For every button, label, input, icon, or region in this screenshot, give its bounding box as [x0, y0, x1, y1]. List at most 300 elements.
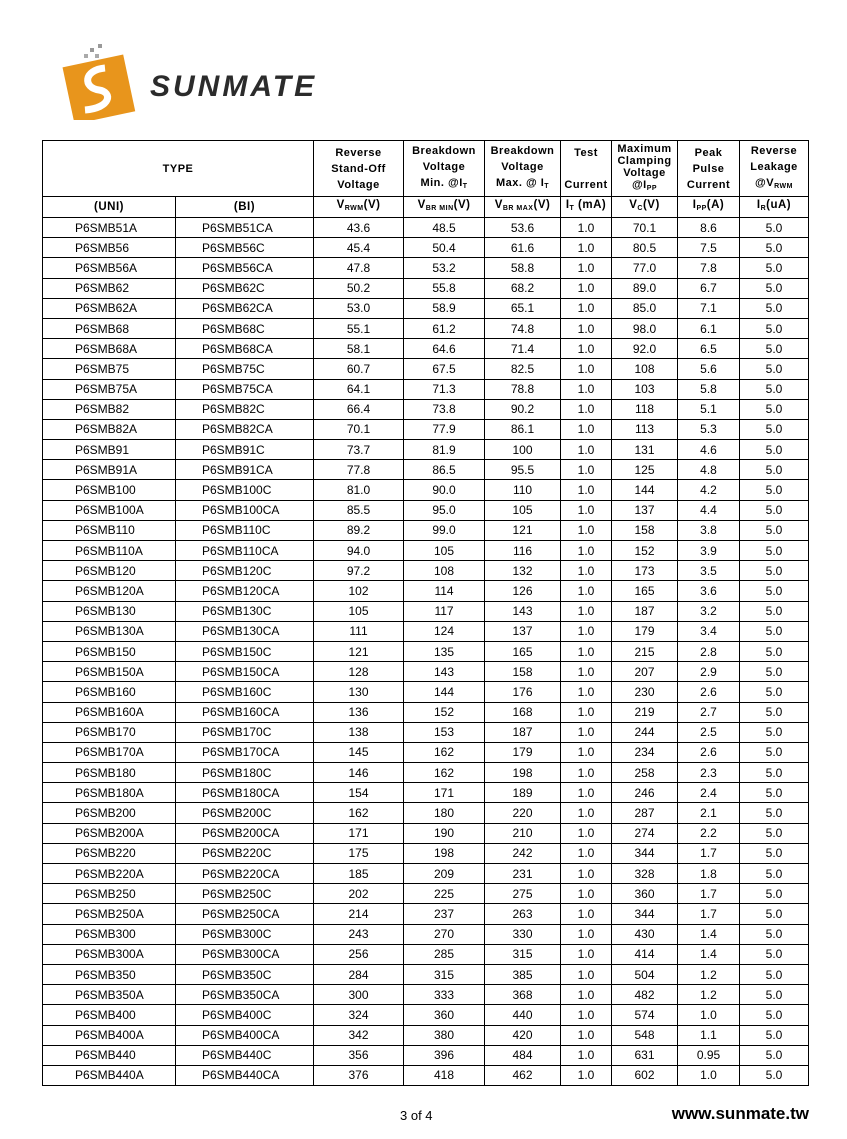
table-cell: 219	[612, 702, 678, 722]
table-cell: 77.9	[404, 419, 485, 439]
table-cell: 214	[314, 904, 404, 924]
table-cell: 85.5	[314, 500, 404, 520]
table-cell: 315	[404, 964, 485, 984]
table-cell: 360	[404, 1005, 485, 1025]
table-cell: 179	[485, 742, 561, 762]
table-cell: P6SMB400CA	[176, 1025, 314, 1045]
table-cell: 5.0	[740, 1045, 809, 1065]
table-cell: 165	[612, 581, 678, 601]
table-cell: P6SMB300C	[176, 924, 314, 944]
table-cell: 74.8	[485, 318, 561, 338]
table-row	[43, 258, 809, 278]
vrwm-unit: $V_{RWM}(V)$	[314, 197, 404, 218]
table-cell: 631	[612, 1045, 678, 1065]
table-cell: 1.0	[561, 843, 612, 863]
table-cell: 66.4	[314, 399, 404, 419]
table-cell: 368	[485, 985, 561, 1005]
table-row	[43, 783, 809, 803]
table-cell: 53.0	[314, 298, 404, 318]
table-cell: P6SMB180C	[176, 763, 314, 783]
table-cell: 81.9	[404, 440, 485, 460]
vbrmax-unit: $V_{BR MAX}(V)$	[485, 197, 561, 218]
table-row	[43, 742, 809, 762]
vc-unit: $V_C(V)$	[612, 197, 678, 218]
table-cell: 70.1	[612, 218, 678, 238]
table-cell: 58.9	[404, 298, 485, 318]
table-cell: 5.0	[740, 298, 809, 318]
table-cell: 50.4	[404, 238, 485, 258]
table-cell: P6SMB62	[43, 278, 176, 298]
table-cell: 1.4	[678, 944, 740, 964]
table-cell: P6SMB220CA	[176, 864, 314, 884]
table-cell: P6SMB170CA	[176, 742, 314, 762]
table-cell: P6SMB75CA	[176, 379, 314, 399]
table-cell: 64.1	[314, 379, 404, 399]
table-cell: 1.0	[561, 1005, 612, 1025]
table-cell: 2.4	[678, 783, 740, 803]
table-cell: P6SMB220C	[176, 843, 314, 863]
table-cell: 5.0	[740, 884, 809, 904]
table-cell: P6SMB220	[43, 843, 176, 863]
table-cell: P6SMB100CA	[176, 500, 314, 520]
table-cell: 5.0	[740, 682, 809, 702]
vbrmin-unit: $V_{BR MIN}(V)$	[404, 197, 485, 218]
table-cell: P6SMB440A	[43, 1065, 176, 1085]
table-cell: 60.7	[314, 359, 404, 379]
table-cell: 135	[404, 641, 485, 661]
table-cell: 220	[485, 803, 561, 823]
table-cell: P6SMB350CA	[176, 985, 314, 1005]
table-cell: 105	[314, 601, 404, 621]
table-cell: 121	[314, 641, 404, 661]
table-cell: 162	[314, 803, 404, 823]
table-cell: 67.5	[404, 359, 485, 379]
table-row	[43, 682, 809, 702]
table-cell: 86.1	[485, 419, 561, 439]
table-cell: P6SMB300	[43, 924, 176, 944]
table-cell: P6SMB56A	[43, 258, 176, 278]
table-cell: 5.0	[740, 480, 809, 500]
table-cell: 1.0	[561, 702, 612, 722]
table-cell: P6SMB170C	[176, 722, 314, 742]
table-cell: P6SMB350C	[176, 964, 314, 984]
table-cell: 6.5	[678, 339, 740, 359]
table-cell: 86.5	[404, 460, 485, 480]
bi-header: (BI)	[176, 197, 314, 218]
sunmate-logo	[55, 40, 335, 120]
table-cell: 95.0	[404, 500, 485, 520]
breakdown-min-header: Breakdown Voltage Min. $@I_T$	[404, 141, 485, 197]
table-cell: 5.0	[740, 843, 809, 863]
table-cell: P6SMB56C	[176, 238, 314, 258]
table-cell: 225	[404, 884, 485, 904]
table-cell: 342	[314, 1025, 404, 1045]
table-cell: 77.0	[612, 258, 678, 278]
table-cell: P6SMB200	[43, 803, 176, 823]
table-row	[43, 1065, 809, 1085]
table-cell: 55.1	[314, 318, 404, 338]
specifications-table	[42, 140, 809, 1086]
table-cell: 7.1	[678, 298, 740, 318]
table-row	[43, 440, 809, 460]
table-cell: 5.0	[740, 964, 809, 984]
table-cell: 1.0	[561, 318, 612, 338]
table-cell: 111	[314, 621, 404, 641]
table-row	[43, 218, 809, 238]
it-unit: $I_T$ (mA)	[561, 197, 612, 218]
table-cell: 64.6	[404, 339, 485, 359]
table-cell: 396	[404, 1045, 485, 1065]
table-cell: P6SMB130CA	[176, 621, 314, 641]
table-cell: 95.5	[485, 460, 561, 480]
table-cell: 330	[485, 924, 561, 944]
table-cell: 108	[404, 561, 485, 581]
table-cell: 185	[314, 864, 404, 884]
table-cell: 548	[612, 1025, 678, 1045]
table-row	[43, 843, 809, 863]
table-cell: 89.2	[314, 520, 404, 540]
table-row	[43, 1005, 809, 1025]
table-cell: 152	[404, 702, 485, 722]
table-cell: P6SMB68A	[43, 339, 176, 359]
table-row	[43, 278, 809, 298]
table-cell: 5.0	[740, 601, 809, 621]
table-cell: 187	[612, 601, 678, 621]
table-cell: 243	[314, 924, 404, 944]
table-cell: 380	[404, 1025, 485, 1045]
table-cell: P6SMB51CA	[176, 218, 314, 238]
table-cell: 1.1	[678, 1025, 740, 1045]
table-cell: 130	[314, 682, 404, 702]
table-cell: 5.0	[740, 803, 809, 823]
table-cell: 2.8	[678, 641, 740, 661]
table-cell: 230	[612, 682, 678, 702]
table-cell: P6SMB400C	[176, 1005, 314, 1025]
table-cell: 4.8	[678, 460, 740, 480]
table-cell: 102	[314, 581, 404, 601]
table-cell: 114	[404, 581, 485, 601]
table-cell: 5.0	[740, 985, 809, 1005]
table-cell: 1.0	[561, 520, 612, 540]
table-cell: 6.7	[678, 278, 740, 298]
table-cell: 484	[485, 1045, 561, 1065]
table-cell: 65.1	[485, 298, 561, 318]
table-cell: 5.0	[740, 823, 809, 843]
table-cell: 158	[485, 662, 561, 682]
table-cell: 2.3	[678, 763, 740, 783]
table-cell: P6SMB160C	[176, 682, 314, 702]
table-cell: 5.0	[740, 1005, 809, 1025]
table-cell: 118	[612, 399, 678, 419]
table-cell: P6SMB180CA	[176, 783, 314, 803]
table-cell: 5.0	[740, 864, 809, 884]
table-row	[43, 379, 809, 399]
table-cell: 80.5	[612, 238, 678, 258]
table-cell: 5.0	[740, 238, 809, 258]
table-cell: 105	[404, 541, 485, 561]
table-cell: 162	[404, 763, 485, 783]
table-cell: 5.0	[740, 783, 809, 803]
table-cell: 5.0	[740, 742, 809, 762]
table-row	[43, 722, 809, 742]
table-cell: 55.8	[404, 278, 485, 298]
table-cell: 50.2	[314, 278, 404, 298]
table-cell: 246	[612, 783, 678, 803]
table-cell: P6SMB160CA	[176, 702, 314, 722]
table-row	[43, 359, 809, 379]
table-cell: P6SMB100A	[43, 500, 176, 520]
table-cell: 5.0	[740, 1065, 809, 1085]
table-cell: P6SMB75A	[43, 379, 176, 399]
table-cell: P6SMB120C	[176, 561, 314, 581]
table-cell: 162	[404, 742, 485, 762]
table-cell: P6SMB250CA	[176, 904, 314, 924]
table-cell: 73.8	[404, 399, 485, 419]
reverse-leakage-header: Reverse Leakage $@V_{RWM}$	[740, 141, 809, 197]
table-row	[43, 318, 809, 338]
table-cell: 5.0	[740, 379, 809, 399]
table-cell: 47.8	[314, 258, 404, 278]
table-cell: 158	[612, 520, 678, 540]
table-cell: P6SMB62C	[176, 278, 314, 298]
table-cell: 108	[612, 359, 678, 379]
table-cell: 418	[404, 1065, 485, 1085]
table-cell: 237	[404, 904, 485, 924]
table-cell: P6SMB68	[43, 318, 176, 338]
table-cell: 94.0	[314, 541, 404, 561]
table-row	[43, 823, 809, 843]
table-cell: 43.6	[314, 218, 404, 238]
table-cell: P6SMB150CA	[176, 662, 314, 682]
table-cell: 58.1	[314, 339, 404, 359]
table-cell: 242	[485, 843, 561, 863]
table-cell: 81.0	[314, 480, 404, 500]
table-cell: 71.3	[404, 379, 485, 399]
table-cell: 4.2	[678, 480, 740, 500]
table-cell: 263	[485, 904, 561, 924]
table-cell: 165	[485, 641, 561, 661]
table-cell: P6SMB160	[43, 682, 176, 702]
table-cell: 137	[485, 621, 561, 641]
table-row	[43, 561, 809, 581]
table-cell: 5.0	[740, 541, 809, 561]
table-row	[43, 964, 809, 984]
table-cell: 1.7	[678, 843, 740, 863]
table-cell: 5.8	[678, 379, 740, 399]
table-cell: 171	[314, 823, 404, 843]
table-cell: 126	[485, 581, 561, 601]
table-cell: 89.0	[612, 278, 678, 298]
table-row	[43, 924, 809, 944]
table-cell: 462	[485, 1065, 561, 1085]
table-cell: 209	[404, 864, 485, 884]
table-cell: 5.0	[740, 581, 809, 601]
table-row	[43, 763, 809, 783]
table-cell: 45.4	[314, 238, 404, 258]
table-cell: 1.0	[561, 722, 612, 742]
table-cell: 1.0	[561, 884, 612, 904]
table-cell: 1.0	[561, 460, 612, 480]
table-row	[43, 985, 809, 1005]
table-cell: 136	[314, 702, 404, 722]
table-cell: 176	[485, 682, 561, 702]
table-cell: 175	[314, 843, 404, 863]
table-row	[43, 601, 809, 621]
table-cell: 1.0	[678, 1065, 740, 1085]
table-cell: 1.0	[561, 944, 612, 964]
table-cell: 3.2	[678, 601, 740, 621]
table-cell: 2.2	[678, 823, 740, 843]
table-cell: 360	[612, 884, 678, 904]
table-cell: P6SMB200C	[176, 803, 314, 823]
table-cell: 58.8	[485, 258, 561, 278]
table-cell: 1.0	[561, 682, 612, 702]
table-cell: 8.6	[678, 218, 740, 238]
table-cell: 145	[314, 742, 404, 762]
table-row	[43, 1025, 809, 1045]
table-cell: 5.6	[678, 359, 740, 379]
table-cell: P6SMB150C	[176, 641, 314, 661]
table-row	[43, 298, 809, 318]
table-cell: 110	[485, 480, 561, 500]
table-cell: P6SMB100	[43, 480, 176, 500]
table-cell: 154	[314, 783, 404, 803]
table-row	[43, 399, 809, 419]
clamping-voltage-header: Maximum Clamping Voltage $@I_{PP}$	[612, 141, 678, 197]
table-cell: 82.5	[485, 359, 561, 379]
table-cell: 1.0	[561, 985, 612, 1005]
table-cell: 3.8	[678, 520, 740, 540]
table-cell: 1.0	[561, 500, 612, 520]
table-cell: P6SMB56	[43, 238, 176, 258]
table-cell: P6SMB250	[43, 884, 176, 904]
table-cell: 244	[612, 722, 678, 742]
ir-unit: $I_R(uA)$	[740, 197, 809, 218]
table-cell: 143	[485, 601, 561, 621]
table-cell: 125	[612, 460, 678, 480]
table-cell: 1.0	[561, 359, 612, 379]
table-cell: 146	[314, 763, 404, 783]
table-cell: 1.2	[678, 964, 740, 984]
table-cell: P6SMB180A	[43, 783, 176, 803]
table-cell: P6SMB220A	[43, 864, 176, 884]
table-cell: 124	[404, 621, 485, 641]
table-cell: 5.0	[740, 278, 809, 298]
table-cell: 2.6	[678, 682, 740, 702]
table-cell: 414	[612, 944, 678, 964]
table-cell: 168	[485, 702, 561, 722]
table-cell: 105	[485, 500, 561, 520]
table-cell: P6SMB91C	[176, 440, 314, 460]
table-cell: P6SMB350A	[43, 985, 176, 1005]
table-cell: P6SMB250C	[176, 884, 314, 904]
table-cell: 1.4	[678, 924, 740, 944]
table-cell: 385	[485, 964, 561, 984]
table-cell: 1.0	[561, 964, 612, 984]
table-cell: 73.7	[314, 440, 404, 460]
table-cell: 1.0	[561, 783, 612, 803]
table-cell: 198	[404, 843, 485, 863]
table-cell: 173	[612, 561, 678, 581]
table-cell: P6SMB100C	[176, 480, 314, 500]
table-row	[43, 884, 809, 904]
table-cell: 1.7	[678, 884, 740, 904]
breakdown-max-header: Breakdown Voltage Max. @ $I_T$	[485, 141, 561, 197]
reverse-standoff-header: Reverse Stand-Off Voltage	[314, 141, 404, 197]
table-cell: 78.8	[485, 379, 561, 399]
table-cell: 97.2	[314, 561, 404, 581]
table-cell: 1.0	[561, 641, 612, 661]
table-cell: P6SMB250A	[43, 904, 176, 924]
table-cell: 2.1	[678, 803, 740, 823]
table-cell: 5.0	[740, 258, 809, 278]
table-cell: P6SMB130C	[176, 601, 314, 621]
table-cell: 6.1	[678, 318, 740, 338]
table-cell: 99.0	[404, 520, 485, 540]
table-cell: 504	[612, 964, 678, 984]
table-cell: P6SMB68C	[176, 318, 314, 338]
table-cell: P6SMB91A	[43, 460, 176, 480]
table-cell: 1.0	[561, 803, 612, 823]
table-cell: P6SMB160A	[43, 702, 176, 722]
table-cell: 3.4	[678, 621, 740, 641]
table-cell: P6SMB51A	[43, 218, 176, 238]
table-cell: 1.0	[561, 298, 612, 318]
table-row	[43, 944, 809, 964]
website-url: www.sunmate.tw	[671, 1104, 809, 1123]
table-cell: 179	[612, 621, 678, 641]
table-cell: 202	[314, 884, 404, 904]
table-cell: 2.7	[678, 702, 740, 722]
table-cell: 344	[612, 843, 678, 863]
test-current-header: Test Current	[561, 141, 612, 197]
table-cell: 100	[485, 440, 561, 460]
table-cell: P6SMB200A	[43, 823, 176, 843]
table-cell: 4.6	[678, 440, 740, 460]
table-cell: 128	[314, 662, 404, 682]
table-cell: 1.0	[561, 379, 612, 399]
table-cell: P6SMB110A	[43, 541, 176, 561]
table-cell: 187	[485, 722, 561, 742]
table-cell: 1.0	[561, 258, 612, 278]
table-cell: 1.0	[678, 1005, 740, 1025]
table-cell: 234	[612, 742, 678, 762]
table-cell: 171	[404, 783, 485, 803]
table-cell: P6SMB150A	[43, 662, 176, 682]
table-cell: P6SMB62A	[43, 298, 176, 318]
table-cell: 103	[612, 379, 678, 399]
table-cell: 92.0	[612, 339, 678, 359]
table-cell: 0.95	[678, 1045, 740, 1065]
table-cell: 5.0	[740, 722, 809, 742]
table-cell: 61.2	[404, 318, 485, 338]
table-cell: 71.4	[485, 339, 561, 359]
table-cell: 190	[404, 823, 485, 843]
table-cell: 5.1	[678, 399, 740, 419]
table-cell: 2.6	[678, 742, 740, 762]
table-cell: 53.6	[485, 218, 561, 238]
table-row	[43, 662, 809, 682]
table-cell: 5.0	[740, 440, 809, 460]
table-cell: P6SMB75	[43, 359, 176, 379]
table-cell: 198	[485, 763, 561, 783]
table-cell: P6SMB440CA	[176, 1065, 314, 1085]
table-cell: P6SMB82	[43, 399, 176, 419]
table-cell: 344	[612, 904, 678, 924]
table-row	[43, 803, 809, 823]
table-cell: 5.0	[740, 419, 809, 439]
table-cell: 85.0	[612, 298, 678, 318]
